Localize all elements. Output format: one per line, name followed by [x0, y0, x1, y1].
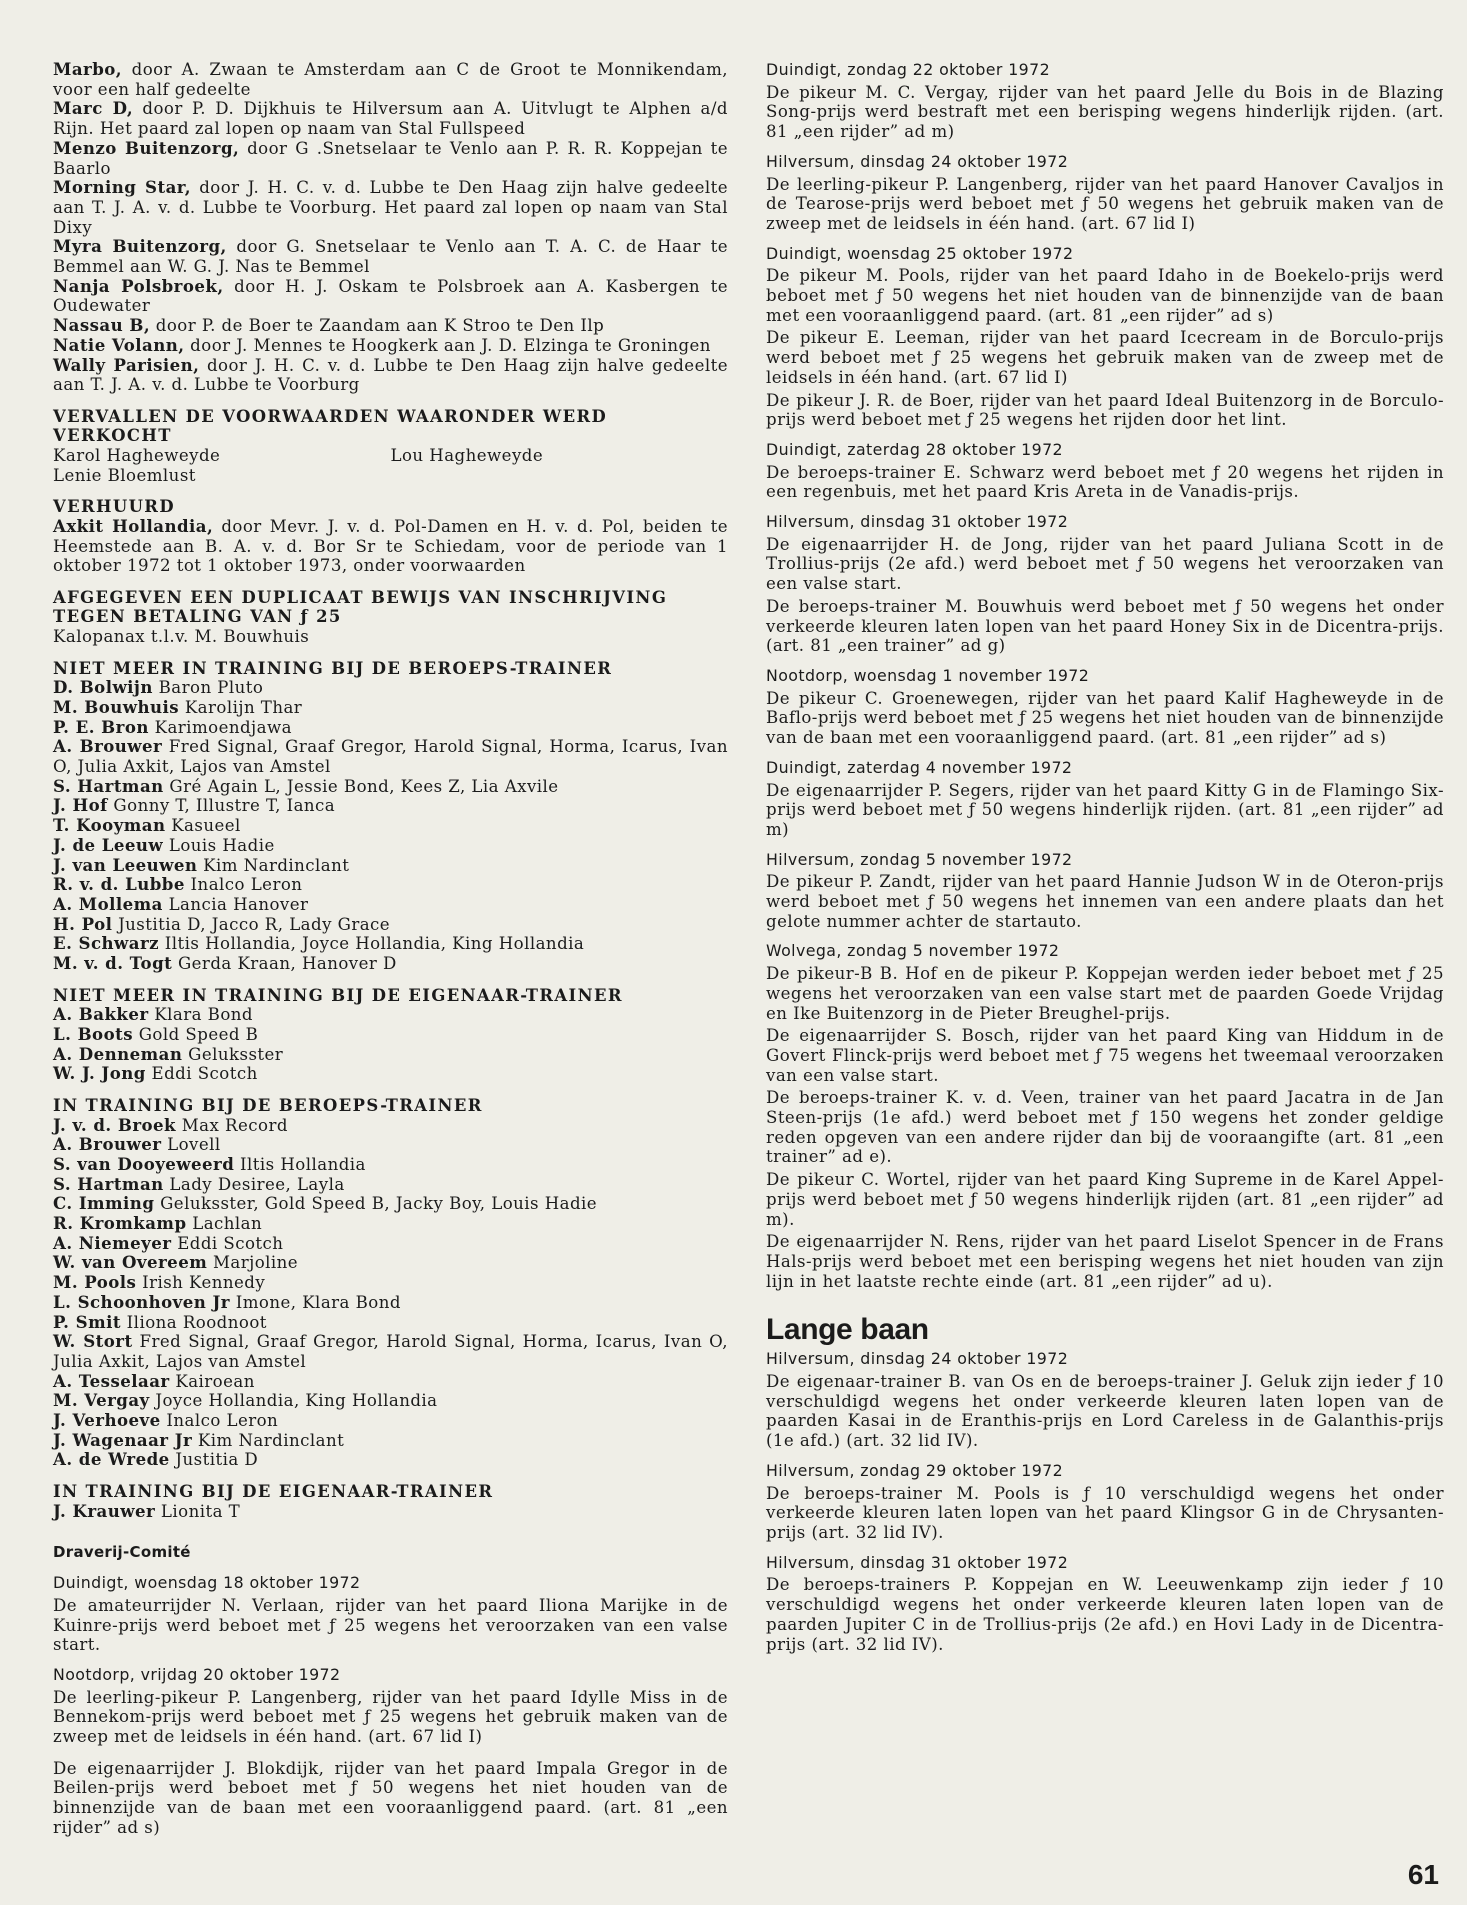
trainer-name: D. Bolwijn: [53, 677, 153, 698]
trainer-row: [53, 1450, 728, 1470]
trainer-name: M. v. d. Togt: [53, 953, 173, 974]
page-number: 61: [1407, 1859, 1439, 1890]
duplicaat-text: Kalopanax t.l.v. M. Bouwhuis: [53, 626, 310, 646]
event-paragraph: De eigenaarrijder H. de Jong, rijder van het paard Juliana Scott in de Trollius-prijs (2e afd.) werd beboet met ƒ 50 wegens het veroorzaken van een valse start.: [766, 534, 1444, 594]
horses: Justitia D, Jacco R, Lady Grace: [112, 914, 391, 934]
horses: Karimoendjawa: [148, 717, 292, 737]
horses: Justitia D: [169, 1450, 259, 1470]
horses: Kasueel: [165, 816, 241, 836]
horse-name: Wally Parisien,: [53, 354, 200, 375]
sale-text: door P. de Boer te Zaandam aan K Stroo te Den Ilp: [150, 316, 605, 336]
horses: Lovell: [161, 1135, 221, 1155]
horse-name: Axkit Hollandia,: [53, 515, 214, 536]
horses: Eddi Scotch: [171, 1233, 284, 1253]
trainer-name: W. Stort: [53, 1331, 133, 1352]
horses: Louis Hadie: [163, 835, 275, 855]
trainer-row: [53, 895, 728, 915]
horse-name: Nassau B,: [53, 315, 151, 336]
niet-meer-eigenaar-heading: NIET MEER IN TRAINING BIJ DE EIGENAAR-TRAINER: [53, 985, 623, 1005]
horse-name: Lou Hagheweyde: [390, 445, 544, 465]
trainer-row: [53, 1064, 728, 1084]
horse-name: Myra Buitenzorg,: [53, 236, 227, 257]
sale-entry: [53, 277, 728, 316]
sale-entry: [53, 356, 728, 395]
trainer-name: L. Schoonhoven Jr: [53, 1291, 230, 1312]
horse-name: Lenie Bloemlust: [53, 465, 196, 485]
event-paragraph: De beroeps-trainers P. Koppejan en W. Leeuwenkamp zijn ieder ƒ 10 verschuldigd wegens het onder verkeerde kleuren laten lopen van de paarden Jupiter C in de Trollius-prijs (2e afd.) en Hovi Lady in de Dicentra-prijs (art. 32 lid IV).: [766, 1575, 1444, 1654]
horses: Max Record: [176, 1115, 288, 1135]
event-block: [766, 440, 1444, 502]
in-training-eigenaar-heading: IN TRAINING BIJ DE EIGENAAR-TRAINER: [53, 1482, 494, 1502]
event-block: [766, 512, 1444, 656]
sale-entry: [53, 336, 728, 356]
event-paragraph: De beroeps-trainer M. Pools is ƒ 10 verschuldigd wegens het onder verkeerde kleuren laten lopen van het paard Klingsor G in de Chrysanten-prijs (art. 32 lid IV).: [766, 1483, 1444, 1542]
trainer-row: [53, 1194, 728, 1214]
event-block: [766, 1349, 1444, 1451]
sale-entry: [53, 316, 728, 336]
trainer-name: A. Denneman: [53, 1043, 183, 1064]
trainer-name: S. Hartman: [53, 1173, 164, 1194]
trainer-list: [53, 1005, 728, 1084]
sale-text: door J. H. C. v. d. Lubbe te Den Haag zijn halve gedeelte aan T. J. A. v. d. Lubbe te Voorburg: [53, 355, 728, 395]
rental-text: door Mevr. J. v. d. Pol-Damen en H. v. d. Pol, beiden te Heemstede aan B. A. v. d. Bor Sr te Schiedam, voor de periode van 1 oktober 1972 tot 1 oktober 1973, onder voorwaarden: [53, 516, 728, 576]
event-paragraph: De pikeur-B B. Hof en de pikeur P. Koppejan werden ieder beboet met ƒ 25 wegens het veroorzaken van een valse start met de paarden Goede Vrijdag en Ike Buitenzorg in de Pieter Breughel-prijs.: [766, 964, 1444, 1023]
event-paragraph: De pikeur E. Leeman, rijder van het paard Icecream in de Borculo-prijs werd beboet met ƒ 25 wegens het gebruik maken van de zweep met de leidsels in één hand. (art. 67 lid I): [766, 328, 1444, 387]
event-heading: Hilversum, zondag 5 november 1972: [766, 849, 1073, 869]
event-heading: Nootdorp, vrijdag 20 oktober 1972: [53, 1664, 341, 1684]
trainer-row: [53, 796, 728, 816]
horses: Joyce Hollandia, King Hollandia: [149, 1391, 438, 1411]
horses: Gold Speed B: [133, 1024, 259, 1044]
trainer-row: [53, 718, 728, 738]
trainer-name: J. v. d. Broek: [53, 1114, 176, 1135]
sale-entry: [53, 237, 728, 276]
trainer-name: A. Niemeyer: [53, 1232, 172, 1253]
trainer-name: A. Bakker: [53, 1004, 149, 1025]
duplicaat-heading: AFGEGEVEN EEN DUPLICAAT BEWIJS VAN INSCHRIJVING TEGEN BETALING VAN ƒ 25: [53, 587, 668, 627]
trainer-name: A. de Wrede: [53, 1449, 170, 1470]
trainer-row: [53, 1045, 728, 1065]
horses: Gerda Kraan, Hanover D: [172, 954, 397, 974]
event-paragraph: De eigenaarrijder N. Rens, rijder van het paard Liselot Spencer in de Frans Hals-prijs werd beboet met een berisping wegens het niet houden van zijn lijn in het laatste rechte einde (art. 81 „een rijder” ad u).: [766, 1232, 1444, 1291]
trainer-row: [53, 1391, 728, 1411]
vervallen-heading: VERVALLEN DE VOORWAARDEN WAARONDER WERD VERKOCHT: [53, 406, 608, 446]
trainer-name: J. Verhoeve: [53, 1410, 161, 1431]
sale-text: door J. Mennes te Hoogkerk aan J. D. Elzinga te Groningen: [184, 335, 711, 355]
event-paragraph: De leerling-pikeur P. Langenberg, rijder van het paard Hanover Cavaljos in de Tearose-prijs werd beboet met ƒ 50 wegens het gebruik maken van de zweep met de leidsels in één hand. (art. 67 lid I): [766, 174, 1444, 233]
event-paragraph: De pikeur C. Groenewegen, rijder van het paard Kalif Hagheweyde in de Baflo-prijs werd beboet met ƒ 25 wegens het niet houden van de binnenzijde van de baan met een vooraanliggend paard. (art. 81 „een rijder” ad s): [766, 688, 1444, 748]
vervallen-row: [53, 446, 728, 466]
horses: Fred Signal, Graaf Gregor, Harold Signal, Horma, Icarus, Ivan O, Julia Axkit, Lajos van Amstel: [53, 1332, 728, 1371]
horses: Karolijn Thar: [179, 697, 303, 717]
trainer-row: [53, 1502, 728, 1522]
sale-entry: [53, 60, 728, 99]
trainer-row: [53, 1411, 728, 1431]
event-heading: Duindigt, zaterdag 4 november 1972: [766, 757, 1073, 777]
horse-name: Marbo,: [53, 59, 123, 79]
trainer-name: A. Brouwer: [53, 1134, 162, 1155]
event-heading: Nootdorp, woensdag 1 november 1972: [766, 665, 1090, 685]
left-column: [53, 60, 728, 1838]
verhuurd-entry: [53, 517, 728, 576]
trainer-name: J. Wagenaar Jr: [53, 1429, 193, 1450]
trainer-name: E. Schwarz: [53, 933, 160, 954]
trainer-name: J. Krauwer: [53, 1500, 156, 1521]
sale-text: door P. D. Dijkhuis te Hilversum aan A. Uitvlugt te Alphen a/d Rijn. Het paard zal lopen op naam van Stal Fullspeed: [53, 99, 729, 139]
event-paragraph: De amateurrijder N. Verlaan, rijder van het paard Iliona Marijke in de Kuinre-prijs werd beboet met ƒ 25 wegens het veroorzaken van een valse start.: [53, 1595, 728, 1655]
trainer-row: [53, 1253, 728, 1273]
trainer-row: [53, 1273, 728, 1293]
event-block: [766, 850, 1444, 932]
sale-entry: [53, 178, 728, 237]
trainer-name: M. Pools: [53, 1272, 137, 1293]
horse-name: Menzo Buitenzorg,: [53, 137, 240, 158]
sale-text: door G. Snetselaar te Venlo aan T. A. C. de Haar te Bemmel aan W. G. J. Nas te Bemmel: [53, 237, 728, 277]
trainer-name: A. Brouwer: [53, 736, 163, 757]
event-paragraph: De pikeur J. R. de Boer, rijder van het paard Ideal Buitenzorg in de Borculo-prijs werd beboet met ƒ 25 wegens het rijden door het lint.: [766, 390, 1444, 430]
trainer-list: [53, 678, 728, 974]
trainer-row: [53, 1025, 728, 1045]
horses: Kim Nardinclant: [192, 1430, 345, 1450]
trainer-name: W. J. Jong: [53, 1063, 146, 1084]
horses: Kairoean: [169, 1371, 255, 1391]
horses: Inalco Leron: [160, 1411, 279, 1431]
horses: Lionita T: [155, 1501, 241, 1521]
trainer-row: [53, 737, 728, 776]
trainer-row: [53, 777, 728, 797]
trainer-name: J. van Leeuwen: [53, 854, 198, 875]
event-paragraph: De beroeps-trainer K. v. d. Veen, trainer van het paard Jacatra in de Jan Steen-prijs (1e afd.) werd beboet met ƒ 150 wegens het zonder geldige reden opgeven van een andere rijder dan bij de vooraangifte (art. 81 „een trainer” ad e).: [766, 1088, 1444, 1167]
trainer-row: [53, 1135, 728, 1155]
event-block: [766, 1553, 1444, 1655]
event-block: [766, 941, 1444, 1291]
trainer-name: A. Mollema: [53, 893, 163, 914]
horses: Geluksster, Gold Speed B, Jacky Boy, Louis Hadie: [154, 1194, 598, 1214]
sale-text: door G .Snetselaar te Venlo aan P. R. R. Koppejan te Baarlo: [53, 138, 728, 178]
horses: Fred Signal, Graaf Gregor, Harold Signal, Horma, Icarus, Ivan O, Julia Axkit, Lajos van Amstel: [53, 737, 728, 776]
event-paragraph: De pikeur M. Pools, rijder van het paard Idaho in de Boekelo-prijs werd beboet met ƒ 50 wegens het niet houden van de binnenzijde van de baan met een vooraanliggend paard. (art. 81 „een rijder” ad s): [766, 266, 1444, 325]
horse-name: Nanja Polsbroek,: [53, 275, 224, 296]
horses: Iliona Roodnoot: [120, 1312, 267, 1332]
event-heading: Hilversum, dinsdag 31 oktober 1972: [766, 512, 1069, 532]
sale-text: door J. H. C. v. d. Lubbe te Den Haag zijn halve gedeelte aan T. J. A. v. d. Lubbe te Voorburg. Het paard zal lopen op naam van Stal Dixy: [53, 178, 728, 237]
event-heading: Duindigt, woensdag 25 oktober 1972: [766, 243, 1074, 263]
trainer-row: [53, 1313, 728, 1333]
trainer-row: [53, 875, 728, 895]
horses: Lady Desiree, Layla: [163, 1174, 345, 1194]
horses: Kim Nardinclant: [197, 855, 350, 875]
horses: Eddi Scotch: [145, 1064, 258, 1084]
sale-text: door A. Zwaan te Amsterdam aan C de Groot te Monnikendam, voor een half gedeelte: [53, 60, 728, 99]
event-paragraph: De eigenaarrijder S. Bosch, rijder van het paard King van Hiddum in de Govert Flinck-prijs werd beboet met ƒ 75 wegens het tweemaal veroorzaken van een valse start.: [766, 1026, 1444, 1085]
event-block: [53, 1665, 728, 1838]
sales-list: [53, 60, 728, 395]
event-block: [766, 60, 1444, 142]
vervallen-row: [53, 466, 728, 486]
trainer-row: [53, 1293, 728, 1313]
trainer-name: C. Imming: [53, 1193, 155, 1214]
trainer-row: [53, 1005, 728, 1025]
trainer-row: [53, 915, 728, 935]
verhuurd-heading: VERHUURD: [53, 497, 175, 517]
trainer-name: S. Hartman: [53, 775, 164, 796]
horses: Iltis Hollandia: [234, 1154, 366, 1174]
trainer-row: [53, 1116, 728, 1136]
sale-entry: [53, 139, 728, 178]
trainer-row: [53, 1234, 728, 1254]
event-paragraph: De eigenaarrijder J. Blokdijk, rijder van het paard Impala Gregor in de Beilen-prijs werd beboet met ƒ 50 wegens het niet houden van de binnenzijde van de baan met een vooraanliggend paard. (art. 81 „een rijder” ad s): [53, 1758, 728, 1837]
in-training-beroeps-heading: IN TRAINING BIJ DE BEROEPS-TRAINER: [53, 1096, 483, 1116]
horses: Marjoline: [207, 1253, 299, 1273]
event-block: [766, 1461, 1444, 1543]
horses: Gonny T, Illustre T, Ianca: [107, 796, 336, 816]
trainer-name: H. Pol: [53, 913, 113, 934]
trainer-row: [53, 1214, 728, 1234]
horses: Klara Bond: [148, 1005, 253, 1025]
event-heading: Hilversum, dinsdag 31 oktober 1972: [766, 1552, 1069, 1572]
event-heading: Duindigt, woensdag 18 oktober 1972: [53, 1573, 361, 1593]
trainer-row: [53, 856, 728, 876]
trainer-row: [53, 934, 728, 954]
trainer-name: R. Kromkamp: [53, 1213, 187, 1234]
horse-name: Karol Hagheweyde: [53, 445, 221, 465]
horses: Iltis Hollandia, Joyce Hollandia, King Hollandia: [159, 934, 585, 954]
trainer-list: [53, 1502, 728, 1522]
trainer-name: P. Smit: [53, 1311, 121, 1332]
horses: Baron Pluto: [152, 678, 264, 698]
trainer-name: R. v. d. Lubbe: [53, 874, 185, 895]
horses: Gré Again L, Jessie Bond, Kees Z, Lia Axvile: [163, 776, 559, 796]
trainer-name: S. van Dooyeweerd: [53, 1153, 235, 1174]
trainer-row: [53, 954, 728, 974]
horses: Lancia Hanover: [162, 894, 309, 914]
event-block: [53, 1573, 728, 1655]
event-heading: Wolvega, zondag 5 november 1972: [766, 941, 1060, 961]
event-heading: Duindigt, zaterdag 28 oktober 1972: [766, 439, 1063, 459]
event-heading: Hilversum, dinsdag 24 oktober 1972: [766, 151, 1069, 171]
niet-meer-beroeps-heading: NIET MEER IN TRAINING BIJ DE BEROEPS-TRAINER: [53, 658, 613, 678]
horses: Irish Kennedy: [136, 1273, 266, 1293]
trainer-name: T. Kooyman: [53, 815, 166, 836]
horses: Lachlan: [186, 1214, 263, 1234]
comite-label: Draverij-Comité: [53, 1543, 191, 1562]
trainer-name: M. Bouwhuis: [53, 696, 180, 717]
event-paragraph: De beroeps-trainer E. Schwarz werd beboet met ƒ 20 wegens het rijden in een regenbuis, met het paard Kris Areta in de Vanadis-prijs.: [766, 462, 1444, 502]
trainer-name: J. de Leeuw: [53, 834, 164, 855]
trainer-row: [53, 1332, 728, 1371]
trainer-name: J. Hof: [53, 795, 108, 816]
event-paragraph: De eigenaar-trainer B. van Os en de beroeps-trainer J. Geluk zijn ieder ƒ 10 verschuldigd wegens het onder verkeerde kleuren laten lopen van de paarden Kasai in de Eranthis-prijs en Lord Careless in de Galanthis-prijs (1e afd.) (art. 32 lid IV).: [766, 1372, 1444, 1451]
trainer-row: [53, 816, 728, 836]
trainer-name: W. van Overeem: [53, 1252, 208, 1273]
trainer-name: L. Boots: [53, 1023, 133, 1044]
horses: Inalco Leron: [184, 875, 303, 895]
event-block: [766, 152, 1444, 234]
horse-name: Morning Star,: [53, 177, 192, 198]
horse-name: Marc D,: [53, 98, 134, 119]
sale-text: door H. J. Oskam te Polsbroek aan A. Kasbergen te Oudewater: [53, 276, 728, 316]
event-block: [766, 758, 1444, 840]
right-column: [766, 60, 1444, 1654]
trainer-row: [53, 678, 728, 698]
event-paragraph: De pikeur M. C. Vergay, rijder van het paard Jelle du Bois in de Blazing Song-prijs werd bestraft met een berisping wegens hinderlijk rijden. (art. 81 „een rijder” ad m): [766, 82, 1444, 142]
trainer-row: [53, 1155, 728, 1175]
event-heading: Duindigt, zondag 22 oktober 1972: [766, 60, 1051, 79]
event-paragraph: De pikeur P. Zandt, rijder van het paard Hannie Judson W in de Oteron-prijs werd beboet met ƒ 50 wegens het innemen van een andere plaats dan het gelote nummer achter de startauto.: [766, 872, 1444, 931]
trainer-row: [53, 1175, 728, 1195]
horse-name: Natie Volann,: [53, 334, 185, 355]
trainer-name: A. Tesselaar: [53, 1370, 170, 1391]
horses: Imone, Klara Bond: [230, 1292, 401, 1312]
trainer-row: [53, 1372, 728, 1392]
lange-baan-heading: Lange baan: [766, 1313, 929, 1347]
event-heading: Hilversum, dinsdag 24 oktober 1972: [766, 1349, 1069, 1369]
event-paragraph: De leerling-pikeur P. Langenberg, rijder van het paard Idylle Miss in de Bennekom-prijs werd beboet met ƒ 25 wegens het gebruik maken van de zweep met de leidsels in één hand. (art. 67 lid I): [53, 1687, 728, 1747]
trainer-name: M. Vergay: [53, 1390, 150, 1411]
event-heading: Hilversum, zondag 29 oktober 1972: [766, 1460, 1064, 1480]
event-paragraph: De pikeur C. Wortel, rijder van het paard King Supreme in de Karel Appel-prijs werd beboet met ƒ 50 wegens hinderlijk rijden (art. 81 „een rijder” ad m).: [766, 1170, 1444, 1229]
event-paragraph: De eigenaarrijder P. Segers, rijder van het paard Kitty G in de Flamingo Six-prijs werd beboet met ƒ 50 wegens hinderlijk rijden. (art. 81 „een rijder” ad m): [766, 780, 1444, 839]
trainer-row: [53, 1431, 728, 1451]
event-block: [766, 666, 1444, 748]
trainer-list: [53, 1116, 728, 1471]
trainer-row: [53, 698, 728, 718]
sale-entry: [53, 99, 728, 138]
trainer-row: [53, 836, 728, 856]
trainer-name: P. E. Bron: [53, 716, 149, 737]
event-block: [766, 244, 1444, 430]
horses: Geluksster: [182, 1044, 284, 1064]
event-paragraph: De beroeps-trainer M. Bouwhuis werd beboet met ƒ 50 wegens het onder verkeerde kleuren laten lopen van het paard Honey Six in de Dicentra-prijs. (art. 81 „een trainer” ad g): [766, 596, 1444, 656]
